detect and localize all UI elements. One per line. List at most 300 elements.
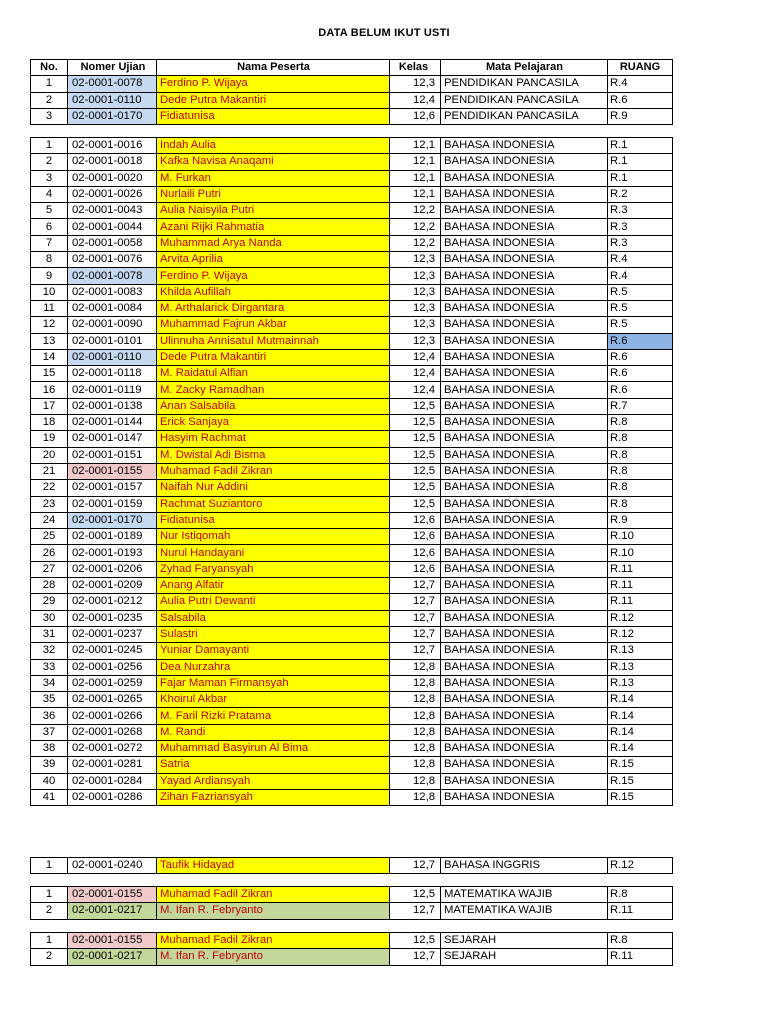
subject: BAHASA INDONESIA [441, 154, 608, 170]
participant-name: Muhammad Fajrun Akbar [157, 317, 390, 333]
participant-name: Naifah Nur Addini [157, 480, 390, 496]
room: R.11 [608, 578, 673, 594]
row-number: 8 [31, 252, 68, 268]
row-number: 13 [31, 333, 68, 349]
subject: BAHASA INDONESIA [441, 252, 608, 268]
class: 12,3 [390, 268, 441, 284]
participant-name: M. Randi [157, 724, 390, 740]
exam-number: 02-0001-0217 [68, 949, 157, 965]
participant-name: Dea Nurzahra [157, 659, 390, 675]
participant-name: Muhamad Fadil Zikran [157, 933, 390, 949]
table-row [31, 659, 673, 675]
table-row [31, 170, 673, 186]
row-number: 19 [31, 431, 68, 447]
participant-name: Anan Salsabila [157, 398, 390, 414]
page-title: DATA BELUM IKUT USTI [318, 27, 450, 39]
subject: BAHASA INDONESIA [441, 757, 608, 773]
subject: BAHASA INDONESIA [441, 578, 608, 594]
row-number: 21 [31, 463, 68, 479]
table-row [31, 349, 673, 365]
row-number: 33 [31, 659, 68, 675]
room: R.13 [608, 659, 673, 675]
row-number: 25 [31, 529, 68, 545]
exam-number: 02-0001-0155 [68, 887, 157, 903]
participant-name: M. Dwistal Adi Bisma [157, 447, 390, 463]
row-number: 1 [31, 933, 68, 949]
room: R.3 [608, 203, 673, 219]
class: 12,5 [390, 431, 441, 447]
exam-number: 02-0001-0266 [68, 708, 157, 724]
row-number: 14 [31, 349, 68, 365]
subject: BAHASA INDONESIA [441, 594, 608, 610]
participant-name: Hasyim Rachmat [157, 431, 390, 447]
class: 12,7 [390, 858, 441, 874]
exam-number: 02-0001-0058 [68, 235, 157, 251]
room: R.13 [608, 675, 673, 691]
row-number: 2 [31, 154, 68, 170]
participant-name: Muhamad Fadil Zikran [157, 887, 390, 903]
participant-name: Nurul Handayani [157, 545, 390, 561]
room: R.11 [608, 594, 673, 610]
room: R.12 [608, 626, 673, 642]
table-row [31, 610, 673, 626]
row-number: 3 [31, 108, 68, 124]
exam-number: 02-0001-0259 [68, 675, 157, 691]
subject: BAHASA INDONESIA [441, 545, 608, 561]
exam-number: 02-0001-0020 [68, 170, 157, 186]
table-row [31, 512, 673, 528]
class: 12,7 [390, 949, 441, 965]
class: 12,6 [390, 512, 441, 528]
subject: PENDIDIKAN PANCASILA [441, 108, 608, 124]
row-number: 17 [31, 398, 68, 414]
table-row [31, 252, 673, 268]
subject: BAHASA INDONESIA [441, 789, 608, 805]
data-table [30, 59, 673, 125]
table-row [31, 496, 673, 512]
participant-name: Dede Putra Makantiri [157, 349, 390, 365]
room: R.10 [608, 545, 673, 561]
class: 12,8 [390, 708, 441, 724]
exam-number: 02-0001-0268 [68, 724, 157, 740]
exam-number: 02-0001-0018 [68, 154, 157, 170]
participant-name: Kafka Navisa Anaqami [157, 154, 390, 170]
class: 12,8 [390, 724, 441, 740]
room: R.8 [608, 933, 673, 949]
participant-name: Sulastri [157, 626, 390, 642]
exam-number: 02-0001-0170 [68, 108, 157, 124]
row-number: 22 [31, 480, 68, 496]
participant-name: Nurlaili Putri [157, 186, 390, 202]
subject: BAHASA INDONESIA [441, 740, 608, 756]
class: 12,5 [390, 447, 441, 463]
room: R.6 [608, 333, 673, 349]
subject: BAHASA INGGRIS [441, 858, 608, 874]
data-table [30, 857, 673, 874]
row-number: 39 [31, 757, 68, 773]
exam-number: 02-0001-0083 [68, 284, 157, 300]
subject: BAHASA INDONESIA [441, 349, 608, 365]
subject: BAHASA INDONESIA [441, 610, 608, 626]
table-row [31, 858, 673, 874]
class: 12,3 [390, 300, 441, 316]
participant-name: Ferdino P. Wijaya [157, 268, 390, 284]
row-number: 12 [31, 317, 68, 333]
participant-name: Ferdino P. Wijaya [157, 76, 390, 92]
row-number: 37 [31, 724, 68, 740]
participant-name: Muhamad Fadil Zikran [157, 463, 390, 479]
subject: BAHASA INDONESIA [441, 300, 608, 316]
table-row [31, 626, 673, 642]
table-row [31, 92, 673, 108]
table-row [31, 740, 673, 756]
participant-name: Salsabila [157, 610, 390, 626]
subject: MATEMATIKA WAJIB [441, 903, 608, 919]
row-number: 4 [31, 186, 68, 202]
exam-number: 02-0001-0206 [68, 561, 157, 577]
participant-name: Aulia Naisyila Putri [157, 203, 390, 219]
participant-name: Taufik Hidayad [157, 858, 390, 874]
row-number: 2 [31, 903, 68, 919]
subject: SEJARAH [441, 933, 608, 949]
subject: BAHASA INDONESIA [441, 692, 608, 708]
participant-name: M. Raidatul Alfian [157, 366, 390, 382]
exam-number: 02-0001-0043 [68, 203, 157, 219]
exam-number: 02-0001-0078 [68, 268, 157, 284]
room: R.3 [608, 235, 673, 251]
subject: BAHASA INDONESIA [441, 333, 608, 349]
participant-name: Yuniar Damayanti [157, 643, 390, 659]
room: R.3 [608, 219, 673, 235]
table-row [31, 76, 673, 92]
column-header: Mata Pelajaran [441, 60, 608, 76]
room: R.5 [608, 300, 673, 316]
table-row [31, 138, 673, 154]
participant-name: Ulinnuha Annisatul Mutmainnah [157, 333, 390, 349]
row-number: 23 [31, 496, 68, 512]
row-number: 40 [31, 773, 68, 789]
participant-name: Muhammad Basyirun Al Bima [157, 740, 390, 756]
subject: BAHASA INDONESIA [441, 186, 608, 202]
row-number: 31 [31, 626, 68, 642]
participant-name: M. Arthalarick Dirgantara [157, 300, 390, 316]
table-row [31, 415, 673, 431]
class: 12,5 [390, 398, 441, 414]
exam-number: 02-0001-0272 [68, 740, 157, 756]
exam-number: 02-0001-0281 [68, 757, 157, 773]
class: 12,5 [390, 480, 441, 496]
exam-number: 02-0001-0189 [68, 529, 157, 545]
class: 12,1 [390, 154, 441, 170]
room: R.8 [608, 480, 673, 496]
row-number: 41 [31, 789, 68, 805]
participant-name: M. Furkan [157, 170, 390, 186]
exam-number: 02-0001-0147 [68, 431, 157, 447]
table-row [31, 219, 673, 235]
exam-number: 02-0001-0155 [68, 933, 157, 949]
table-row [31, 724, 673, 740]
exam-number: 02-0001-0265 [68, 692, 157, 708]
exam-number: 02-0001-0044 [68, 219, 157, 235]
column-header: RUANG [608, 60, 673, 76]
row-number: 36 [31, 708, 68, 724]
participant-name: Khoirul Akbar [157, 692, 390, 708]
exam-number: 02-0001-0118 [68, 366, 157, 382]
room: R.4 [608, 252, 673, 268]
table-row [31, 903, 673, 919]
subject: BAHASA INDONESIA [441, 235, 608, 251]
table-row [31, 447, 673, 463]
row-number: 24 [31, 512, 68, 528]
room: R.15 [608, 757, 673, 773]
exam-number: 02-0001-0026 [68, 186, 157, 202]
exam-number: 02-0001-0110 [68, 349, 157, 365]
participant-name: M. Ifan R. Febryanto [157, 949, 390, 965]
exam-number: 02-0001-0170 [68, 512, 157, 528]
room: R.9 [608, 512, 673, 528]
exam-number: 02-0001-0193 [68, 545, 157, 561]
subject: BAHASA INDONESIA [441, 496, 608, 512]
class: 12,1 [390, 138, 441, 154]
subject: BAHASA INDONESIA [441, 480, 608, 496]
row-number: 15 [31, 366, 68, 382]
class: 12,3 [390, 76, 441, 92]
subject: BAHASA INDONESIA [441, 431, 608, 447]
data-table [30, 932, 673, 966]
table-row [31, 317, 673, 333]
class: 12,6 [390, 545, 441, 561]
room: R.14 [608, 708, 673, 724]
table-row [31, 773, 673, 789]
participant-name: Arvita Aprilia [157, 252, 390, 268]
column-header: Nomer Ujian [68, 60, 157, 76]
participant-name: Anang Alfatir [157, 578, 390, 594]
class: 12,7 [390, 903, 441, 919]
room: R.9 [608, 108, 673, 124]
subject: BAHASA INDONESIA [441, 317, 608, 333]
subject: PENDIDIKAN PANCASILA [441, 92, 608, 108]
room: R.8 [608, 447, 673, 463]
table-row [31, 333, 673, 349]
room: R.14 [608, 692, 673, 708]
table-row [31, 529, 673, 545]
exam-number: 02-0001-0138 [68, 398, 157, 414]
room: R.6 [608, 349, 673, 365]
exam-number: 02-0001-0119 [68, 382, 157, 398]
data-table [30, 137, 673, 806]
row-number: 32 [31, 643, 68, 659]
room: R.8 [608, 463, 673, 479]
exam-number: 02-0001-0084 [68, 300, 157, 316]
room: R.11 [608, 949, 673, 965]
room: R.4 [608, 268, 673, 284]
table-row [31, 692, 673, 708]
table-row [31, 235, 673, 251]
class: 12,8 [390, 659, 441, 675]
row-number: 2 [31, 949, 68, 965]
table-row [31, 789, 673, 805]
row-number: 3 [31, 170, 68, 186]
room: R.8 [608, 496, 673, 512]
row-number: 1 [31, 76, 68, 92]
room: R.1 [608, 170, 673, 186]
exam-number: 02-0001-0090 [68, 317, 157, 333]
room: R.15 [608, 773, 673, 789]
room: R.2 [608, 186, 673, 202]
room: R.11 [608, 561, 673, 577]
room: R.12 [608, 858, 673, 874]
subject: BAHASA INDONESIA [441, 463, 608, 479]
participant-name: Aulia Putri Dewanti [157, 594, 390, 610]
column-header: Nama Peserta [157, 60, 390, 76]
participant-name: Rachmat Suziantoro [157, 496, 390, 512]
class: 12,8 [390, 675, 441, 691]
subject: BAHASA INDONESIA [441, 415, 608, 431]
room: R.7 [608, 398, 673, 414]
class: 12,5 [390, 496, 441, 512]
class: 12,7 [390, 643, 441, 659]
subject: BAHASA INDONESIA [441, 643, 608, 659]
table-header-row [31, 60, 673, 76]
participant-name: Khilda Aufillah [157, 284, 390, 300]
class: 12,8 [390, 789, 441, 805]
participant-name: Satria [157, 757, 390, 773]
table-row [31, 545, 673, 561]
room: R.8 [608, 415, 673, 431]
table-row [31, 431, 673, 447]
exam-number: 02-0001-0237 [68, 626, 157, 642]
table-row [31, 108, 673, 124]
row-number: 6 [31, 219, 68, 235]
subject: BAHASA INDONESIA [441, 561, 608, 577]
row-number: 20 [31, 447, 68, 463]
subject: BAHASA INDONESIA [441, 138, 608, 154]
participant-name: M. Zacky Ramadhan [157, 382, 390, 398]
exam-number: 02-0001-0217 [68, 903, 157, 919]
subject: BAHASA INDONESIA [441, 170, 608, 186]
class: 12,2 [390, 203, 441, 219]
participant-name: M. Ifan R. Febryanto [157, 903, 390, 919]
participant-name: Erick Sanjaya [157, 415, 390, 431]
class: 12,6 [390, 561, 441, 577]
exam-number: 02-0001-0256 [68, 659, 157, 675]
room: R.11 [608, 903, 673, 919]
class: 12,4 [390, 349, 441, 365]
subject: BAHASA INDONESIA [441, 284, 608, 300]
table-row [31, 203, 673, 219]
subject: BAHASA INDONESIA [441, 382, 608, 398]
room: R.15 [608, 789, 673, 805]
table-row [31, 933, 673, 949]
class: 12,2 [390, 235, 441, 251]
subject: MATEMATIKA WAJIB [441, 887, 608, 903]
table-row [31, 949, 673, 965]
row-number: 26 [31, 545, 68, 561]
class: 12,4 [390, 92, 441, 108]
subject: BAHASA INDONESIA [441, 366, 608, 382]
row-number: 34 [31, 675, 68, 691]
table-row [31, 268, 673, 284]
class: 12,5 [390, 933, 441, 949]
room: R.8 [608, 887, 673, 903]
subject: BAHASA INDONESIA [441, 512, 608, 528]
class: 12,7 [390, 594, 441, 610]
subject: PENDIDIKAN PANCASILA [441, 76, 608, 92]
table-row [31, 480, 673, 496]
class: 12,8 [390, 740, 441, 756]
row-number: 1 [31, 858, 68, 874]
row-number: 10 [31, 284, 68, 300]
participant-name: Yayad Ardiansyah [157, 773, 390, 789]
column-header: No. [31, 60, 68, 76]
participant-name: Indah Aulia [157, 138, 390, 154]
subject: BAHASA INDONESIA [441, 724, 608, 740]
table-row [31, 708, 673, 724]
class: 12,7 [390, 626, 441, 642]
row-number: 35 [31, 692, 68, 708]
row-number: 1 [31, 138, 68, 154]
class: 12,1 [390, 186, 441, 202]
table-row [31, 186, 673, 202]
data-table [30, 886, 673, 920]
row-number: 38 [31, 740, 68, 756]
table-row [31, 757, 673, 773]
exam-number: 02-0001-0101 [68, 333, 157, 349]
subject: BAHASA INDONESIA [441, 708, 608, 724]
row-number: 30 [31, 610, 68, 626]
class: 12,8 [390, 757, 441, 773]
exam-number: 02-0001-0151 [68, 447, 157, 463]
exam-number: 02-0001-0286 [68, 789, 157, 805]
table-row [31, 284, 673, 300]
participant-name: Zihan Fazriansyah [157, 789, 390, 805]
participant-name: Dede Putra Makantiri [157, 92, 390, 108]
participant-name: Zyhad Faryansyah [157, 561, 390, 577]
exam-number: 02-0001-0245 [68, 643, 157, 659]
subject: BAHASA INDONESIA [441, 447, 608, 463]
room: R.6 [608, 382, 673, 398]
exam-number: 02-0001-0212 [68, 594, 157, 610]
room: R.10 [608, 529, 673, 545]
room: R.6 [608, 366, 673, 382]
subject: BAHASA INDONESIA [441, 398, 608, 414]
subject: BAHASA INDONESIA [441, 626, 608, 642]
class: 12,5 [390, 415, 441, 431]
participant-name: Nur Istiqomah [157, 529, 390, 545]
subject: BAHASA INDONESIA [441, 203, 608, 219]
row-number: 1 [31, 887, 68, 903]
class: 12,4 [390, 366, 441, 382]
row-number: 11 [31, 300, 68, 316]
table-row [31, 561, 673, 577]
room: R.5 [608, 284, 673, 300]
row-number: 2 [31, 92, 68, 108]
room: R.4 [608, 76, 673, 92]
table-row [31, 594, 673, 610]
room: R.13 [608, 643, 673, 659]
room: R.8 [608, 431, 673, 447]
row-number: 9 [31, 268, 68, 284]
subject: BAHASA INDONESIA [441, 675, 608, 691]
room: R.5 [608, 317, 673, 333]
row-number: 16 [31, 382, 68, 398]
subject: BAHASA INDONESIA [441, 268, 608, 284]
row-number: 29 [31, 594, 68, 610]
participant-name: Azani Rijki Rahmatia [157, 219, 390, 235]
exam-number: 02-0001-0144 [68, 415, 157, 431]
participant-name: Fidiatunisa [157, 512, 390, 528]
exam-number: 02-0001-0016 [68, 138, 157, 154]
